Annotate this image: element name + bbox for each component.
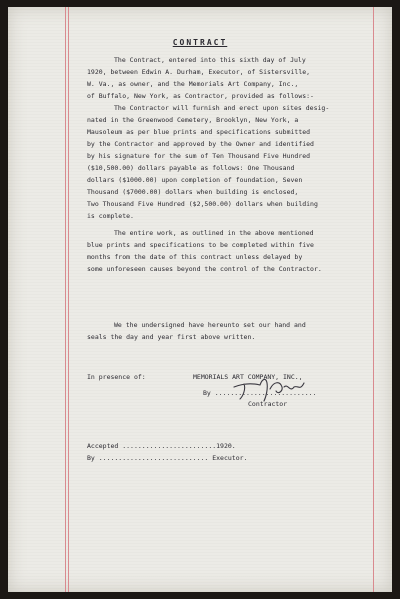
paragraph1-line: W. Va., as owner, and the Memorials Art Company, Inc., xyxy=(87,80,299,88)
paragraph2-line: Mausoleum as per blue prints and specifications submitted xyxy=(87,128,311,136)
paragraph2-line: by the Contractor and approved by the Owner and identified xyxy=(87,140,314,148)
paragraph2-line: ($10,500.00) dollars payable as follows: One Thousand xyxy=(87,164,295,172)
handwritten-signature xyxy=(230,373,310,403)
paragraph2-line: Two Thousand Five Hundred ($2,500.00) dollars when building xyxy=(87,200,318,208)
right-margin-line xyxy=(373,7,374,592)
paragraph2-line: nated in the Greenwood Cemetery, Brooklyn, New York, a xyxy=(87,116,299,124)
paragraph3-line: blue prints and specifications to be completed within five xyxy=(87,241,314,249)
paragraph2-line: by his signature for the sum of Ten Thousand Five Hundred xyxy=(87,152,311,160)
paragraph3-line: The entire work, as outlined in the above mentioned xyxy=(114,229,314,237)
paragraph4-line: We the undersigned have hereunto set our hand and xyxy=(114,321,306,329)
document-title: CONTRACT xyxy=(172,38,228,47)
contract-page xyxy=(8,7,392,592)
paragraph1-line: 1920, between Edwin A. Durham, Executor, of Sistersville, xyxy=(87,68,311,76)
company-name: MEMORIALS ART COMPANY, INC., xyxy=(193,373,303,381)
left-margin-line-inner xyxy=(68,7,69,592)
paragraph2-line: The Contractor will furnish and erect upon sites desig- xyxy=(114,104,330,112)
paragraph4-line: seals the day and year first above written. xyxy=(87,333,256,341)
signature-by-line: By .......................... xyxy=(203,389,317,397)
paragraph3-line: months from the date of this contract unless delayed by xyxy=(87,253,303,261)
executor-by-line: By ............................ Executor. xyxy=(87,454,248,462)
accepted-line: Accepted ........................1920. xyxy=(87,442,236,450)
contractor-label: Contractor xyxy=(248,400,288,408)
paragraph2-line: dollars ($1000.00) upon completion of foundation, Seven xyxy=(87,176,303,184)
in-presence-label: In presence of: xyxy=(87,373,146,381)
paragraph2-line: Thousand ($7000.00) dollars when building is enclosed, xyxy=(87,188,299,196)
paragraph2-line: is complete. xyxy=(87,212,134,220)
paragraph1-line: of Buffalo, New York, as Contractor, provided as follows:- xyxy=(87,92,314,100)
paragraph3-line: some unforeseen causes beyond the control of the Contractor. xyxy=(87,265,322,273)
left-margin-line xyxy=(65,7,66,592)
paragraph1-line: The Contract, entered into this sixth day of July xyxy=(114,56,306,64)
